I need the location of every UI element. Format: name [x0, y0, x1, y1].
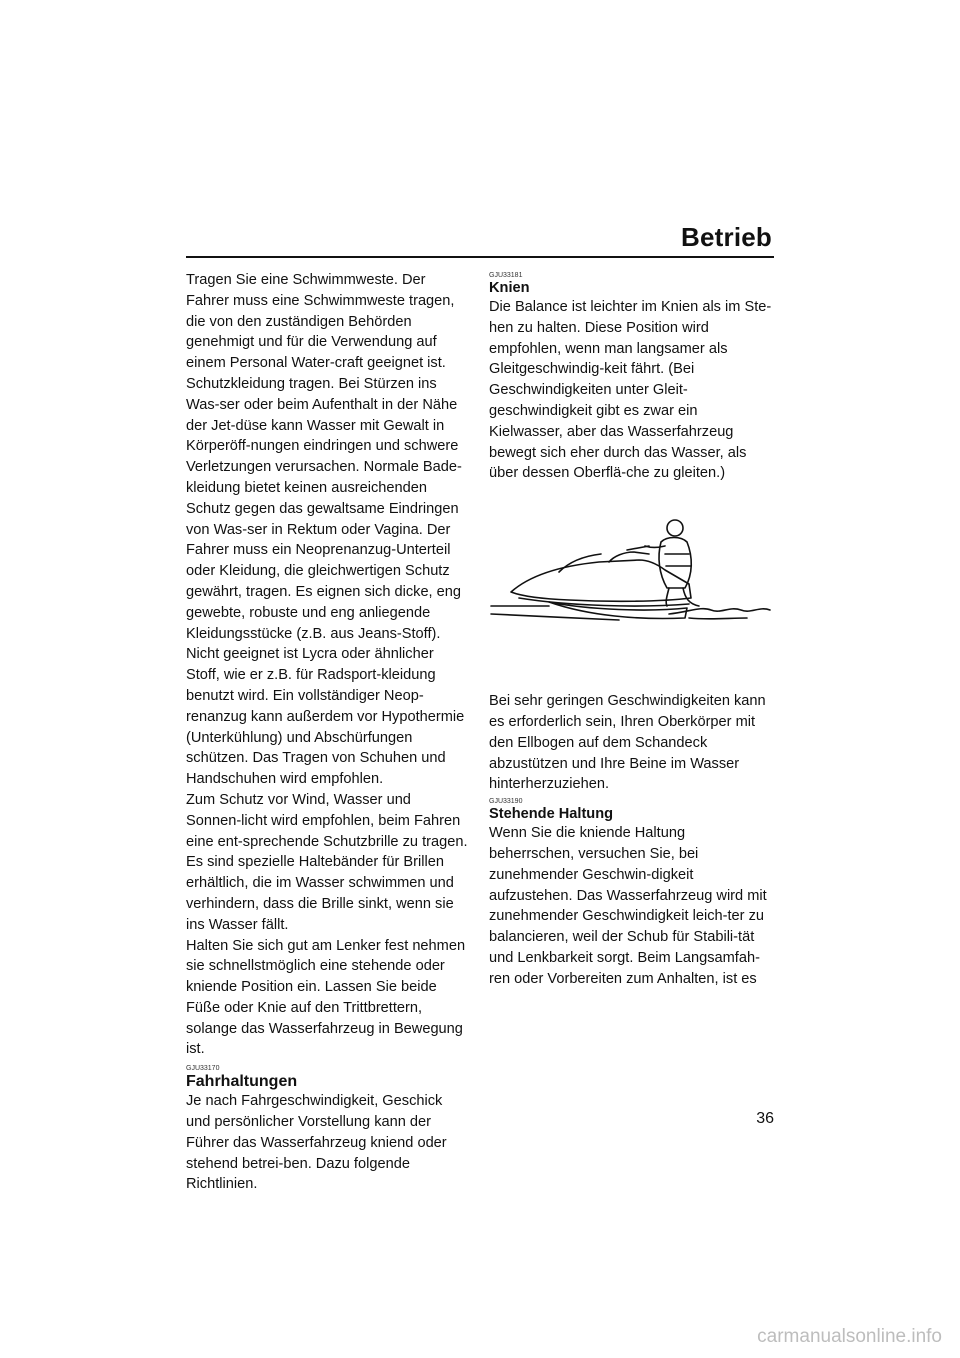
paragraph-protective-clothing: Schutzkleidung tragen. Bei Stürzen ins Was-ser oder beim Aufenthalt in der Nähe der Jet-düse kann Wasser mit Gewalt in Körperöff-nungen eindringen und schwere Verletzungen verursachen. Normale Bade-kleidung bietet keinen ausreichenden Schutz gegen das gewaltsame Eindringen von Was-ser in Rektum oder Vagina. Der Fahrer muss ein Neoprenanzug-Unterteil oder Kleidung, die gleichwertigen Schutz gewährt, tragen. Es eignen sich dicke, eng gewebte, robuste und eng anliegende Kleidungsstücke (z.B. aus Jeans-Stoff). Nicht geeignet ist Lycra oder ähnlicher Stoff, wie er z.B. für Radsport-kleidung benutzt wird. Ein vollständiger Neop-renanzug kann außerdem vor Hypothermie (Unterkühlung) und Abschürfungen schützen. Das Tragen von Schuhen und Handschuhen wird empfohlen.: [186, 375, 465, 788]
paragraph-handlebar: Halten Sie sich gut am Lenker fest nehmen sie schnellstmöglich eine stehende oder kniende Position ein. Lassen Sie beide Füße oder Knie auf den Trittbrettern, solange das Wasserfahrzeug in Bewegung ist.: [186, 937, 466, 1058]
paragraph-fahrhaltungen: Je nach Fahrgeschwindigkeit, Geschick und persönlicher Vorstellung kann der Führer das Wasserfahrzeug kniend oder stehend betrei-ben. Dazu folgende Richtlinien.: [186, 1093, 447, 1193]
kneeling-rider-illustration: [489, 502, 772, 677]
page-title: Betrieb: [681, 222, 772, 252]
section-heading-knien: Knien: [489, 280, 530, 296]
section-code: GJU33190: [489, 798, 523, 806]
watermark: carmanualsonline.info: [757, 1326, 942, 1347]
header-divider: [186, 256, 774, 258]
section-heading-fahrhaltungen: Fahrhaltungen: [186, 1073, 298, 1091]
section-heading-stehende-haltung: Stehende Haltung: [489, 806, 614, 823]
paragraph-stehende-haltung: Wenn Sie die kniende Haltung beherrschen, versuchen Sie, bei zunehmender Geschwin-digkeit aufzustehen. Das Wasserfahrzeug wird mit zunehmender Geschwindigkeit leich-ter zu balancieren, weil der Schub für Stabili-tät und Lenkbarkeit sorgt. Beim Langsamfah-ren oder Vorbereiten zum Anhalten, ist es: [489, 825, 767, 987]
paragraph-life-vest: Tragen Sie eine Schwimmweste. Der Fahrer muss eine Schwimmweste tragen, die von den zuständigen Behörden genehmigt und für die Verwendung auf einem Personal Water-craft geeignet ist.: [186, 272, 455, 372]
paragraph-goggles: Zum Schutz vor Wind, Wasser und Sonnen-licht wird empfohlen, beim Fahren eine ent-sprechende Schutzbrille zu tragen. Es sind spezielle Haltebänder für Brillen erhältlich, die im Wasser schwimmen und verhindern, dass die Brille sinkt, wenn sie ins Wasser fällt.: [186, 791, 468, 933]
paragraph-low-speed: Bei sehr geringen Geschwindigkeiten kann es erforderlich sein, Ihren Oberkörper mit den Ellbogen auf dem Schandeck abzustützen und Ihre Beine im Wasser hinterherzuziehen.: [489, 693, 766, 793]
section-code: GJU33170: [186, 1065, 220, 1073]
section-code: GJU33181: [489, 272, 523, 279]
left-column: [186, 270, 469, 1195]
paragraph-knien: Die Balance ist leichter im Knien als im Ste-hen zu halten. Diese Position wird empfohlen, wenn man langsamer als Gleitgeschwindig-keit fährt. (Bei Geschwindigkeiten unter Gleit-geschwindigkeit gibt es zwar ein Kielwasser, aber das Wasserfahrzeug bewegt sich eher durch das Wasser, als über dessen Oberflä-che zu gleiten.): [489, 299, 772, 482]
page-number: 36: [756, 1110, 774, 1127]
right-column: [489, 270, 772, 990]
